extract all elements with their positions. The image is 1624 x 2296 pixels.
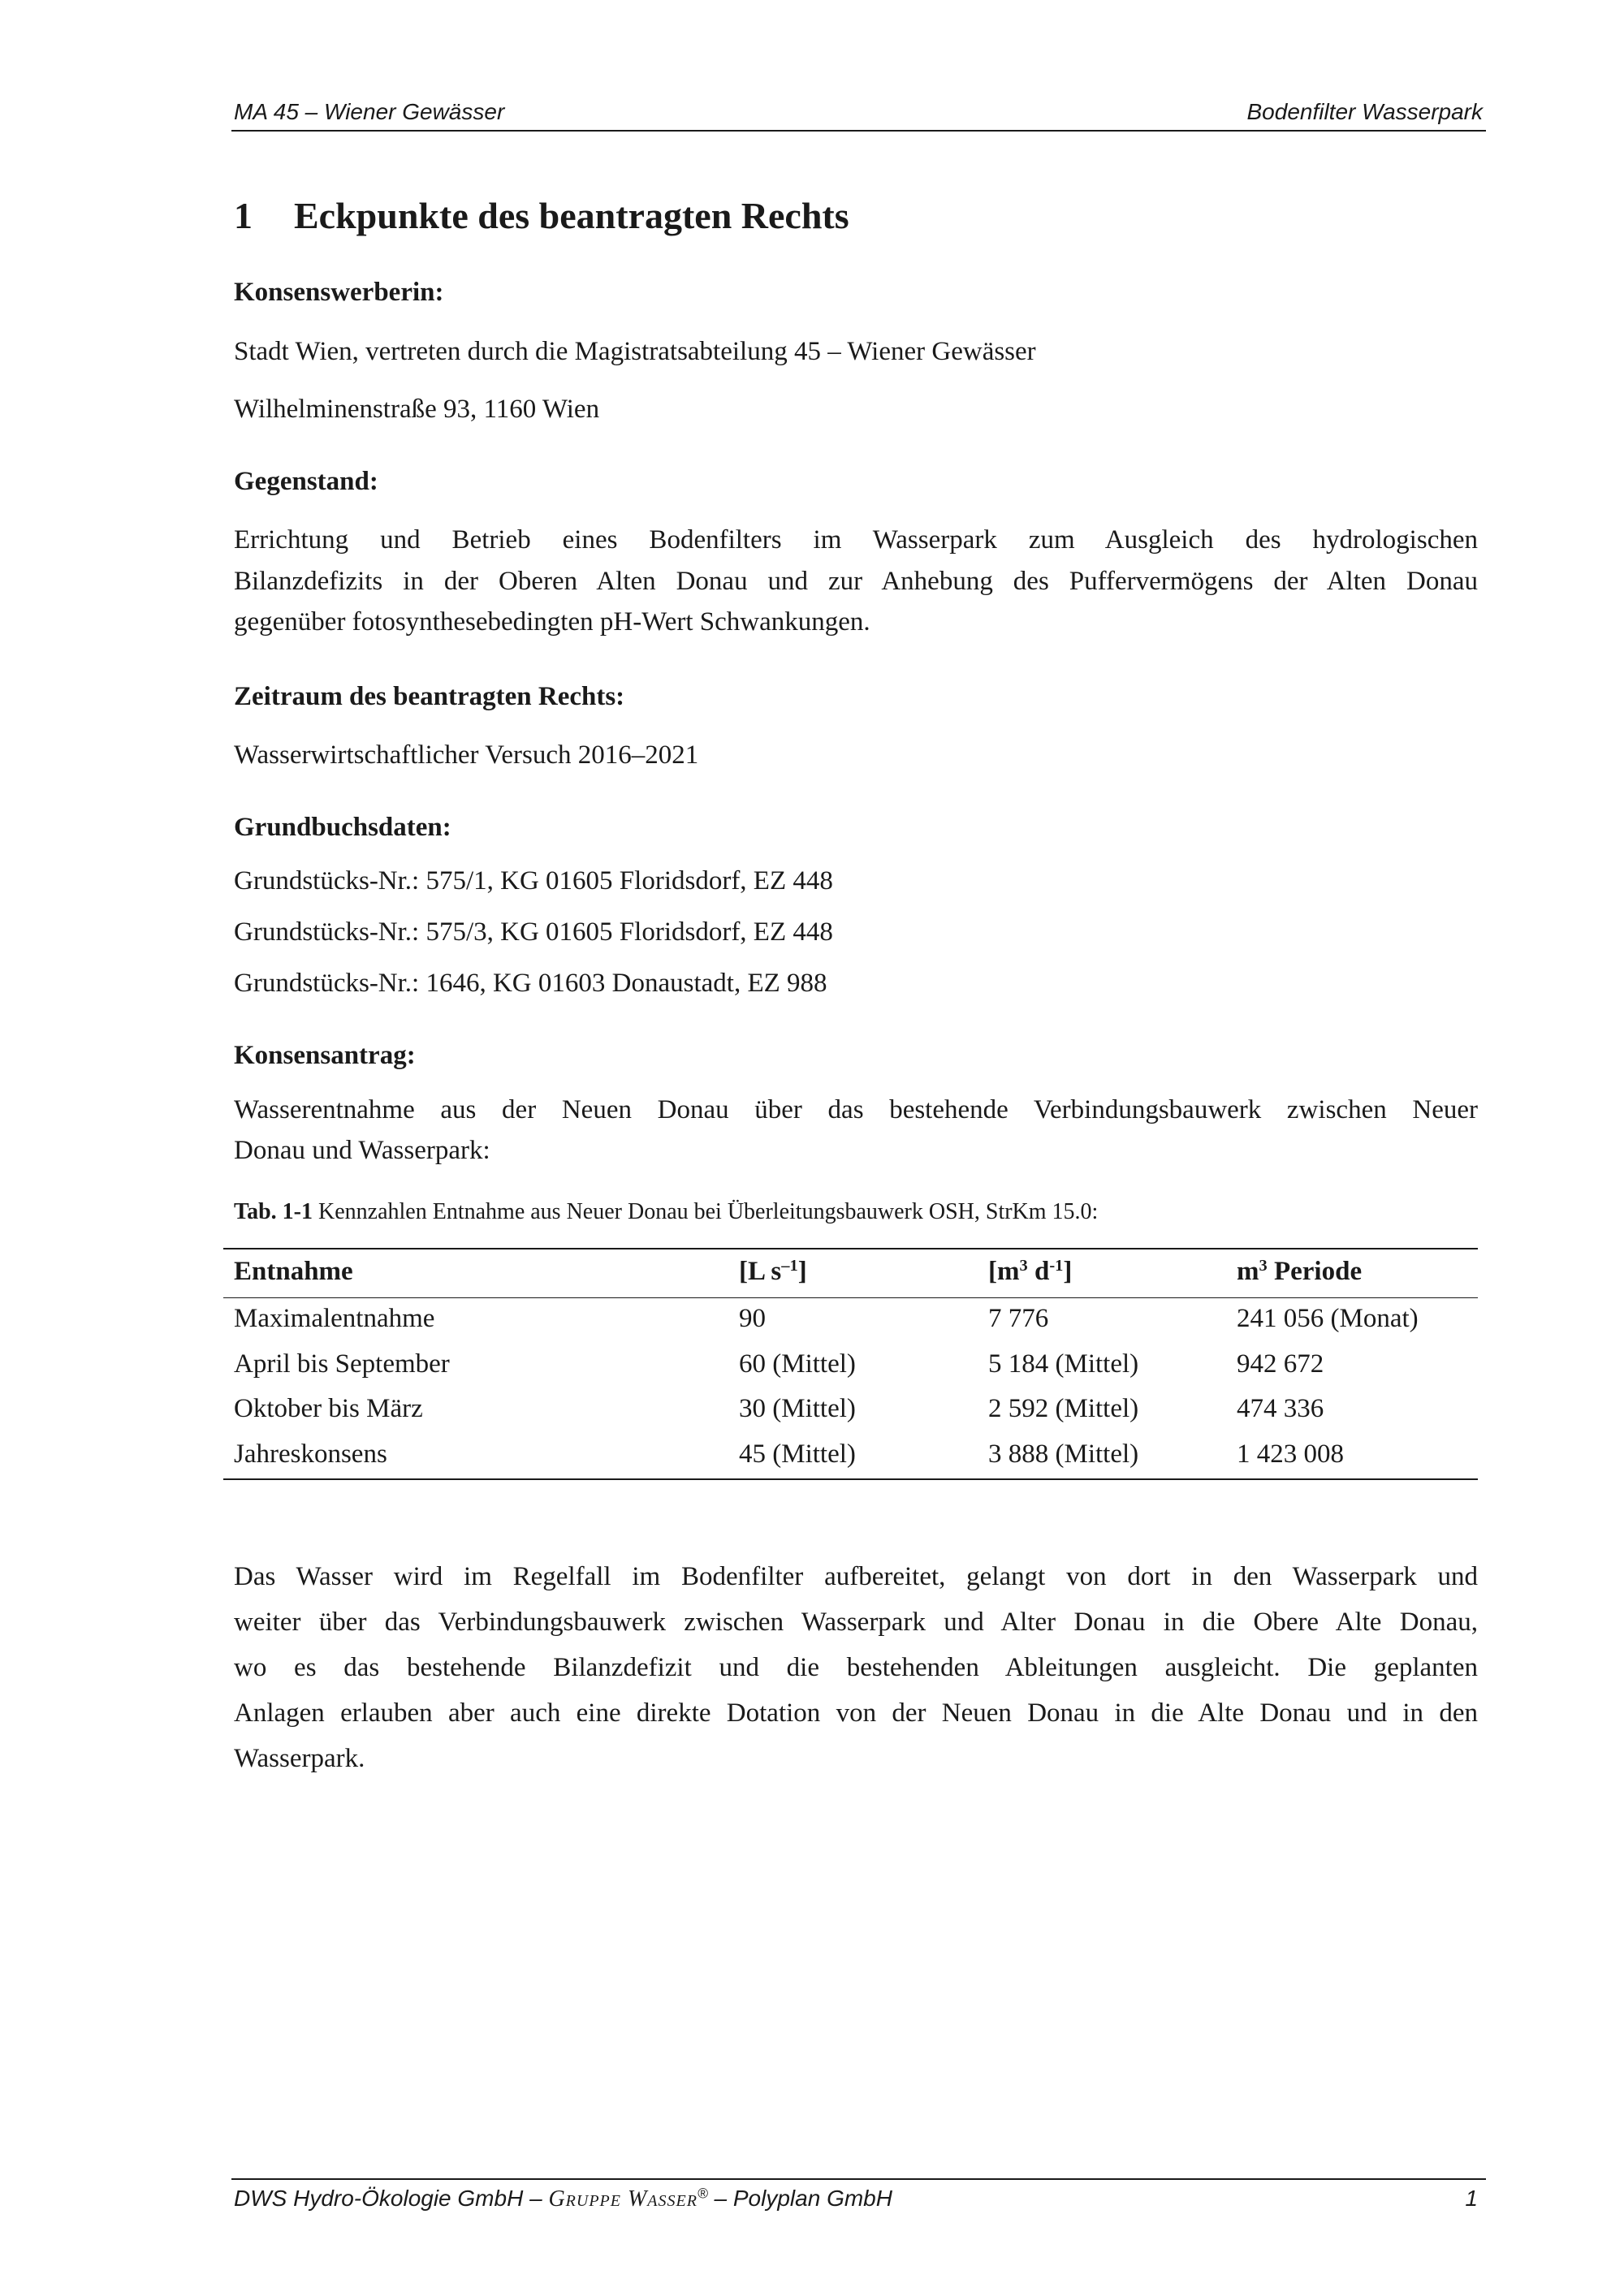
- registered-mark: ®: [697, 2185, 708, 2202]
- running-header-left: MA 45 – Wiener Gewässer: [234, 99, 505, 124]
- table-header-cell: Entnahme: [234, 1257, 353, 1286]
- table-cell: 942 672: [1237, 1349, 1324, 1379]
- gegenstand-line: Bilanzdefizits in der Oberen Alten Donau und zur Anhebung des Puffervermögens der Alten Donau: [234, 567, 1478, 596]
- table-header-cell: [988, 1258, 1072, 1285]
- table-cell: 3 888 (Mittel): [988, 1439, 1139, 1469]
- header-text: d: [1027, 1257, 1050, 1286]
- grundbuch-line: Grundstücks-Nr.: 1646, KG 01603 Donaustadt, EZ 988: [234, 969, 827, 998]
- table-cell: 90: [739, 1304, 766, 1333]
- chapter-title: Eckpunkte des beantragten Rechts: [294, 195, 849, 236]
- table-header-rule: [223, 1297, 1478, 1298]
- conclusion-line: Anlagen erlauben aber auch eine direkte Dotation von der Neuen Donau in die Alte Donau und in den: [234, 1698, 1478, 1728]
- header-text: ]: [1063, 1257, 1073, 1286]
- page-number: 1: [1465, 2186, 1478, 2211]
- table-cell: 241 056 (Monat): [1237, 1304, 1419, 1333]
- table-caption-label: Tab. 1-1: [234, 1199, 313, 1224]
- table-cell: 2 592 (Mittel): [988, 1394, 1139, 1423]
- grundbuch-label: Grundbuchsdaten:: [234, 813, 451, 842]
- conclusion-line: weiter über das Verbindungsbauwerk zwischen Wasserpark und Alter Donau in die Obere Alte Donau,: [234, 1608, 1478, 1637]
- conclusion-line: wo es das bestehende Bilanzdefizit und die bestehenden Ableitungen ausgleicht. Die geplanten: [234, 1653, 1478, 1682]
- konsenswerberin-line: Stadt Wien, vertreten durch die Magistratsabteilung 45 – Wiener Gewässer: [234, 337, 1036, 366]
- grundbuch-line: Grundstücks-Nr.: 575/1, KG 01605 Floridsdorf, EZ 448: [234, 866, 833, 896]
- running-header-right: Bodenfilter Wasserpark: [1246, 99, 1483, 124]
- konsenswerberin-address: Wilhelminenstraße 93, 1160 Wien: [234, 395, 600, 424]
- gegenstand-line: Errichtung und Betrieb eines Bodenfilters im Wasserpark zum Ausgleich des hydrologischen: [234, 525, 1478, 555]
- chapter-number: 1: [234, 195, 253, 236]
- footer-text: DWS Hydro-Ökologie GmbH –: [234, 2186, 549, 2211]
- grundbuch-line: Grundstücks-Nr.: 575/3, KG 01605 Floridsdorf, EZ 448: [234, 917, 833, 947]
- table-cell: 1 423 008: [1237, 1439, 1344, 1469]
- table-cell: April bis September: [234, 1349, 450, 1379]
- konsensantrag-label: Konsensantrag:: [234, 1041, 416, 1070]
- footer-rule: [231, 2178, 1486, 2180]
- header-superscript: 3: [1019, 1256, 1028, 1275]
- header-text: Periode: [1267, 1257, 1363, 1286]
- header-superscript: –1: [781, 1256, 798, 1275]
- zeitraum-text: Wasserwirtschaftlicher Versuch 2016–2021: [234, 740, 699, 770]
- table-cell: 45 (Mittel): [739, 1439, 856, 1469]
- zeitraum-label: Zeitraum des beantragten Rechts:: [234, 682, 625, 711]
- conclusion-line: Wasserpark.: [234, 1744, 365, 1773]
- table-header-cell: [1237, 1258, 1362, 1285]
- footer-brand: Gruppe Wasser: [548, 2186, 698, 2212]
- table-cell: 7 776: [988, 1304, 1049, 1333]
- gegenstand-label: Gegenstand:: [234, 467, 378, 496]
- header-text: m: [1237, 1257, 1259, 1286]
- footer-text: – Polyplan GmbH: [707, 2186, 892, 2211]
- table-cell: 60 (Mittel): [739, 1349, 856, 1379]
- table-cell: Jahreskonsens: [234, 1439, 387, 1469]
- table-top-rule: [223, 1248, 1478, 1249]
- konsenswerberin-label: Konsenswerberin:: [234, 278, 444, 307]
- header-superscript: -1: [1049, 1256, 1064, 1275]
- table-cell: Maximalentnahme: [234, 1304, 435, 1333]
- table-cell: 30 (Mittel): [739, 1394, 856, 1423]
- header-text: ]: [797, 1257, 807, 1286]
- table-caption: [234, 1201, 1098, 1224]
- header-superscript: 3: [1259, 1256, 1268, 1275]
- table-bottom-rule: [223, 1478, 1478, 1480]
- konsensantrag-line: Wasserentnahme aus der Neuen Donau über das bestehende Verbindungsbauwerk zwischen Neuer: [234, 1095, 1478, 1124]
- table-cell: 5 184 (Mittel): [988, 1349, 1139, 1379]
- konsensantrag-line: Donau und Wasserpark:: [234, 1136, 490, 1165]
- table-header-cell: [739, 1258, 807, 1285]
- table-cell: Oktober bis März: [234, 1394, 423, 1423]
- table-cell: 474 336: [1237, 1394, 1324, 1423]
- table-caption-text: Kennzahlen Entnahme aus Neuer Donau bei Überleitungsbauwerk OSH, StrKm 15.0:: [313, 1199, 1099, 1224]
- footer-credits: [234, 2187, 892, 2211]
- header-text: [m: [988, 1257, 1020, 1286]
- header-text: [L s: [739, 1257, 782, 1286]
- gegenstand-line: gegenüber fotosynthesebedingten pH-Wert Schwankungen.: [234, 607, 870, 637]
- header-rule: [231, 130, 1486, 132]
- conclusion-line: Das Wasser wird im Regelfall im Bodenfilter aufbereitet, gelangt von dort in den Wasserpark und: [234, 1562, 1478, 1591]
